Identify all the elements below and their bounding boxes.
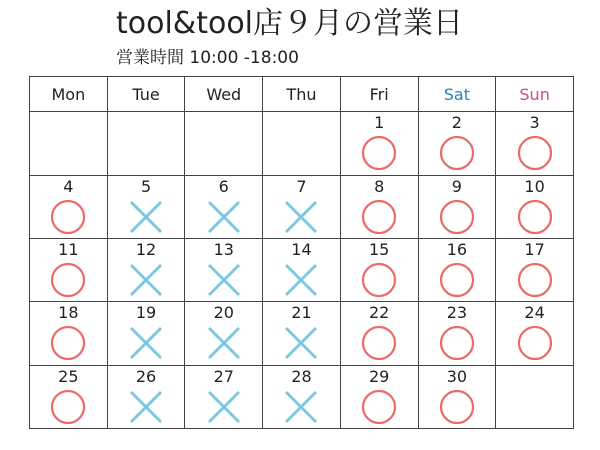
open-circle-icon bbox=[439, 199, 475, 235]
weekday-wed bbox=[185, 77, 263, 112]
closed-cross-icon bbox=[128, 199, 164, 235]
day-number: 7 bbox=[296, 176, 307, 196]
day-number: 27 bbox=[213, 366, 234, 386]
day-number bbox=[496, 368, 573, 386]
open-circle-icon bbox=[439, 262, 475, 298]
week-row bbox=[30, 112, 574, 175]
day-cell bbox=[30, 365, 108, 428]
page-title: tool&tool店９月の営業日 bbox=[116, 6, 464, 41]
closed-cross-icon bbox=[128, 389, 164, 425]
day-cell bbox=[185, 238, 263, 301]
day-cell bbox=[30, 302, 108, 365]
closed-cross-icon bbox=[206, 199, 242, 235]
day-cell bbox=[185, 302, 263, 365]
day-number: 26 bbox=[135, 366, 157, 386]
day-cell bbox=[496, 365, 574, 428]
weekday-label: Sat bbox=[443, 84, 470, 104]
day-number: 6 bbox=[218, 176, 229, 196]
open-circle-icon bbox=[361, 325, 397, 361]
day-number: 15 bbox=[368, 239, 390, 259]
open-circle-icon bbox=[50, 262, 86, 298]
open-circle-icon bbox=[361, 199, 397, 235]
open-circle-icon bbox=[361, 262, 397, 298]
day-number: 20 bbox=[213, 303, 234, 323]
day-number: 24 bbox=[524, 303, 545, 323]
day-cell bbox=[418, 238, 496, 301]
weekday-label: Mon bbox=[51, 84, 86, 104]
day-number: 29 bbox=[368, 366, 390, 386]
closed-cross-icon bbox=[206, 325, 242, 361]
day-cell bbox=[263, 302, 341, 365]
day-number: 8 bbox=[374, 176, 385, 196]
day-number: 3 bbox=[529, 113, 540, 133]
day-cell bbox=[340, 238, 418, 301]
day-number: 5 bbox=[140, 176, 152, 196]
day-cell bbox=[107, 302, 185, 365]
day-number: 18 bbox=[58, 303, 79, 323]
weekday-label: Wed bbox=[206, 84, 242, 104]
weekday-fri bbox=[340, 77, 418, 112]
weekday-sun bbox=[496, 77, 574, 112]
day-number: 10 bbox=[524, 176, 545, 196]
weekday-label: Sun bbox=[519, 84, 550, 104]
open-circle-icon bbox=[517, 135, 553, 171]
day-number: 17 bbox=[524, 239, 545, 259]
week-row bbox=[30, 302, 574, 365]
day-cell bbox=[107, 175, 185, 238]
open-circle-icon bbox=[439, 135, 475, 171]
day-number bbox=[30, 114, 107, 132]
day-cell bbox=[340, 112, 418, 175]
day-cell bbox=[496, 112, 574, 175]
day-cell bbox=[496, 302, 574, 365]
day-cell bbox=[107, 238, 185, 301]
day-cell bbox=[263, 238, 341, 301]
day-number bbox=[263, 114, 340, 132]
day-number: 13 bbox=[213, 239, 234, 259]
weekday-header-row bbox=[30, 77, 574, 112]
week-row bbox=[30, 175, 574, 238]
day-cell bbox=[418, 365, 496, 428]
open-circle-icon bbox=[361, 389, 397, 425]
day-cell bbox=[418, 302, 496, 365]
day-number bbox=[185, 114, 262, 132]
closed-cross-icon bbox=[128, 325, 164, 361]
day-cell bbox=[418, 112, 496, 175]
closed-cross-icon bbox=[283, 262, 319, 298]
weekday-tue bbox=[107, 77, 185, 112]
day-cell bbox=[30, 238, 108, 301]
weekday-label: Thu bbox=[286, 84, 317, 104]
closed-cross-icon bbox=[128, 262, 164, 298]
open-circle-icon bbox=[517, 199, 553, 235]
day-cell bbox=[185, 112, 263, 175]
day-number: 30 bbox=[446, 366, 468, 386]
day-cell bbox=[185, 175, 263, 238]
day-cell bbox=[496, 238, 574, 301]
day-cell bbox=[30, 175, 108, 238]
open-circle-icon bbox=[50, 389, 86, 425]
open-circle-icon bbox=[50, 325, 86, 361]
day-number: 12 bbox=[135, 239, 157, 259]
day-cell bbox=[107, 365, 185, 428]
week-row bbox=[30, 238, 574, 301]
open-circle-icon bbox=[439, 389, 475, 425]
day-number: 9 bbox=[451, 176, 462, 196]
day-cell bbox=[185, 365, 263, 428]
closed-cross-icon bbox=[206, 262, 242, 298]
weekday-label: Fri bbox=[369, 84, 389, 104]
day-number: 28 bbox=[291, 366, 312, 386]
day-number: 25 bbox=[58, 366, 79, 386]
day-number: 21 bbox=[291, 303, 312, 323]
business-hours: 営業時間 10:00 -18:00 bbox=[116, 48, 299, 68]
closed-cross-icon bbox=[206, 389, 242, 425]
day-number: 16 bbox=[446, 239, 468, 259]
day-number: 23 bbox=[446, 303, 468, 323]
day-number: 19 bbox=[135, 303, 157, 323]
closed-cross-icon bbox=[283, 389, 319, 425]
day-number: 1 bbox=[374, 113, 385, 133]
closed-cross-icon bbox=[283, 199, 319, 235]
day-cell bbox=[496, 175, 574, 238]
day-cell bbox=[263, 175, 341, 238]
day-cell bbox=[340, 302, 418, 365]
day-number: 14 bbox=[291, 239, 312, 259]
open-circle-icon bbox=[517, 325, 553, 361]
weekday-thu bbox=[263, 77, 341, 112]
open-circle-icon bbox=[517, 262, 553, 298]
open-circle-icon bbox=[50, 199, 86, 235]
weekday-label: Tue bbox=[132, 84, 160, 104]
day-cell bbox=[340, 365, 418, 428]
day-cell bbox=[263, 365, 341, 428]
day-cell bbox=[107, 112, 185, 175]
week-row bbox=[30, 365, 574, 428]
calendar-grid bbox=[29, 76, 574, 429]
day-cell bbox=[30, 112, 108, 175]
weekday-mon bbox=[30, 77, 108, 112]
weekday-sat bbox=[418, 77, 496, 112]
day-number bbox=[108, 114, 185, 132]
open-circle-icon bbox=[361, 135, 397, 171]
closed-cross-icon bbox=[283, 325, 319, 361]
day-cell bbox=[418, 175, 496, 238]
day-number: 2 bbox=[451, 113, 462, 133]
day-number: 11 bbox=[58, 239, 79, 259]
day-number: 4 bbox=[63, 176, 74, 196]
open-circle-icon bbox=[439, 325, 475, 361]
day-number: 22 bbox=[368, 303, 390, 323]
calendar-body bbox=[30, 77, 574, 429]
day-cell bbox=[340, 175, 418, 238]
day-cell bbox=[263, 112, 341, 175]
